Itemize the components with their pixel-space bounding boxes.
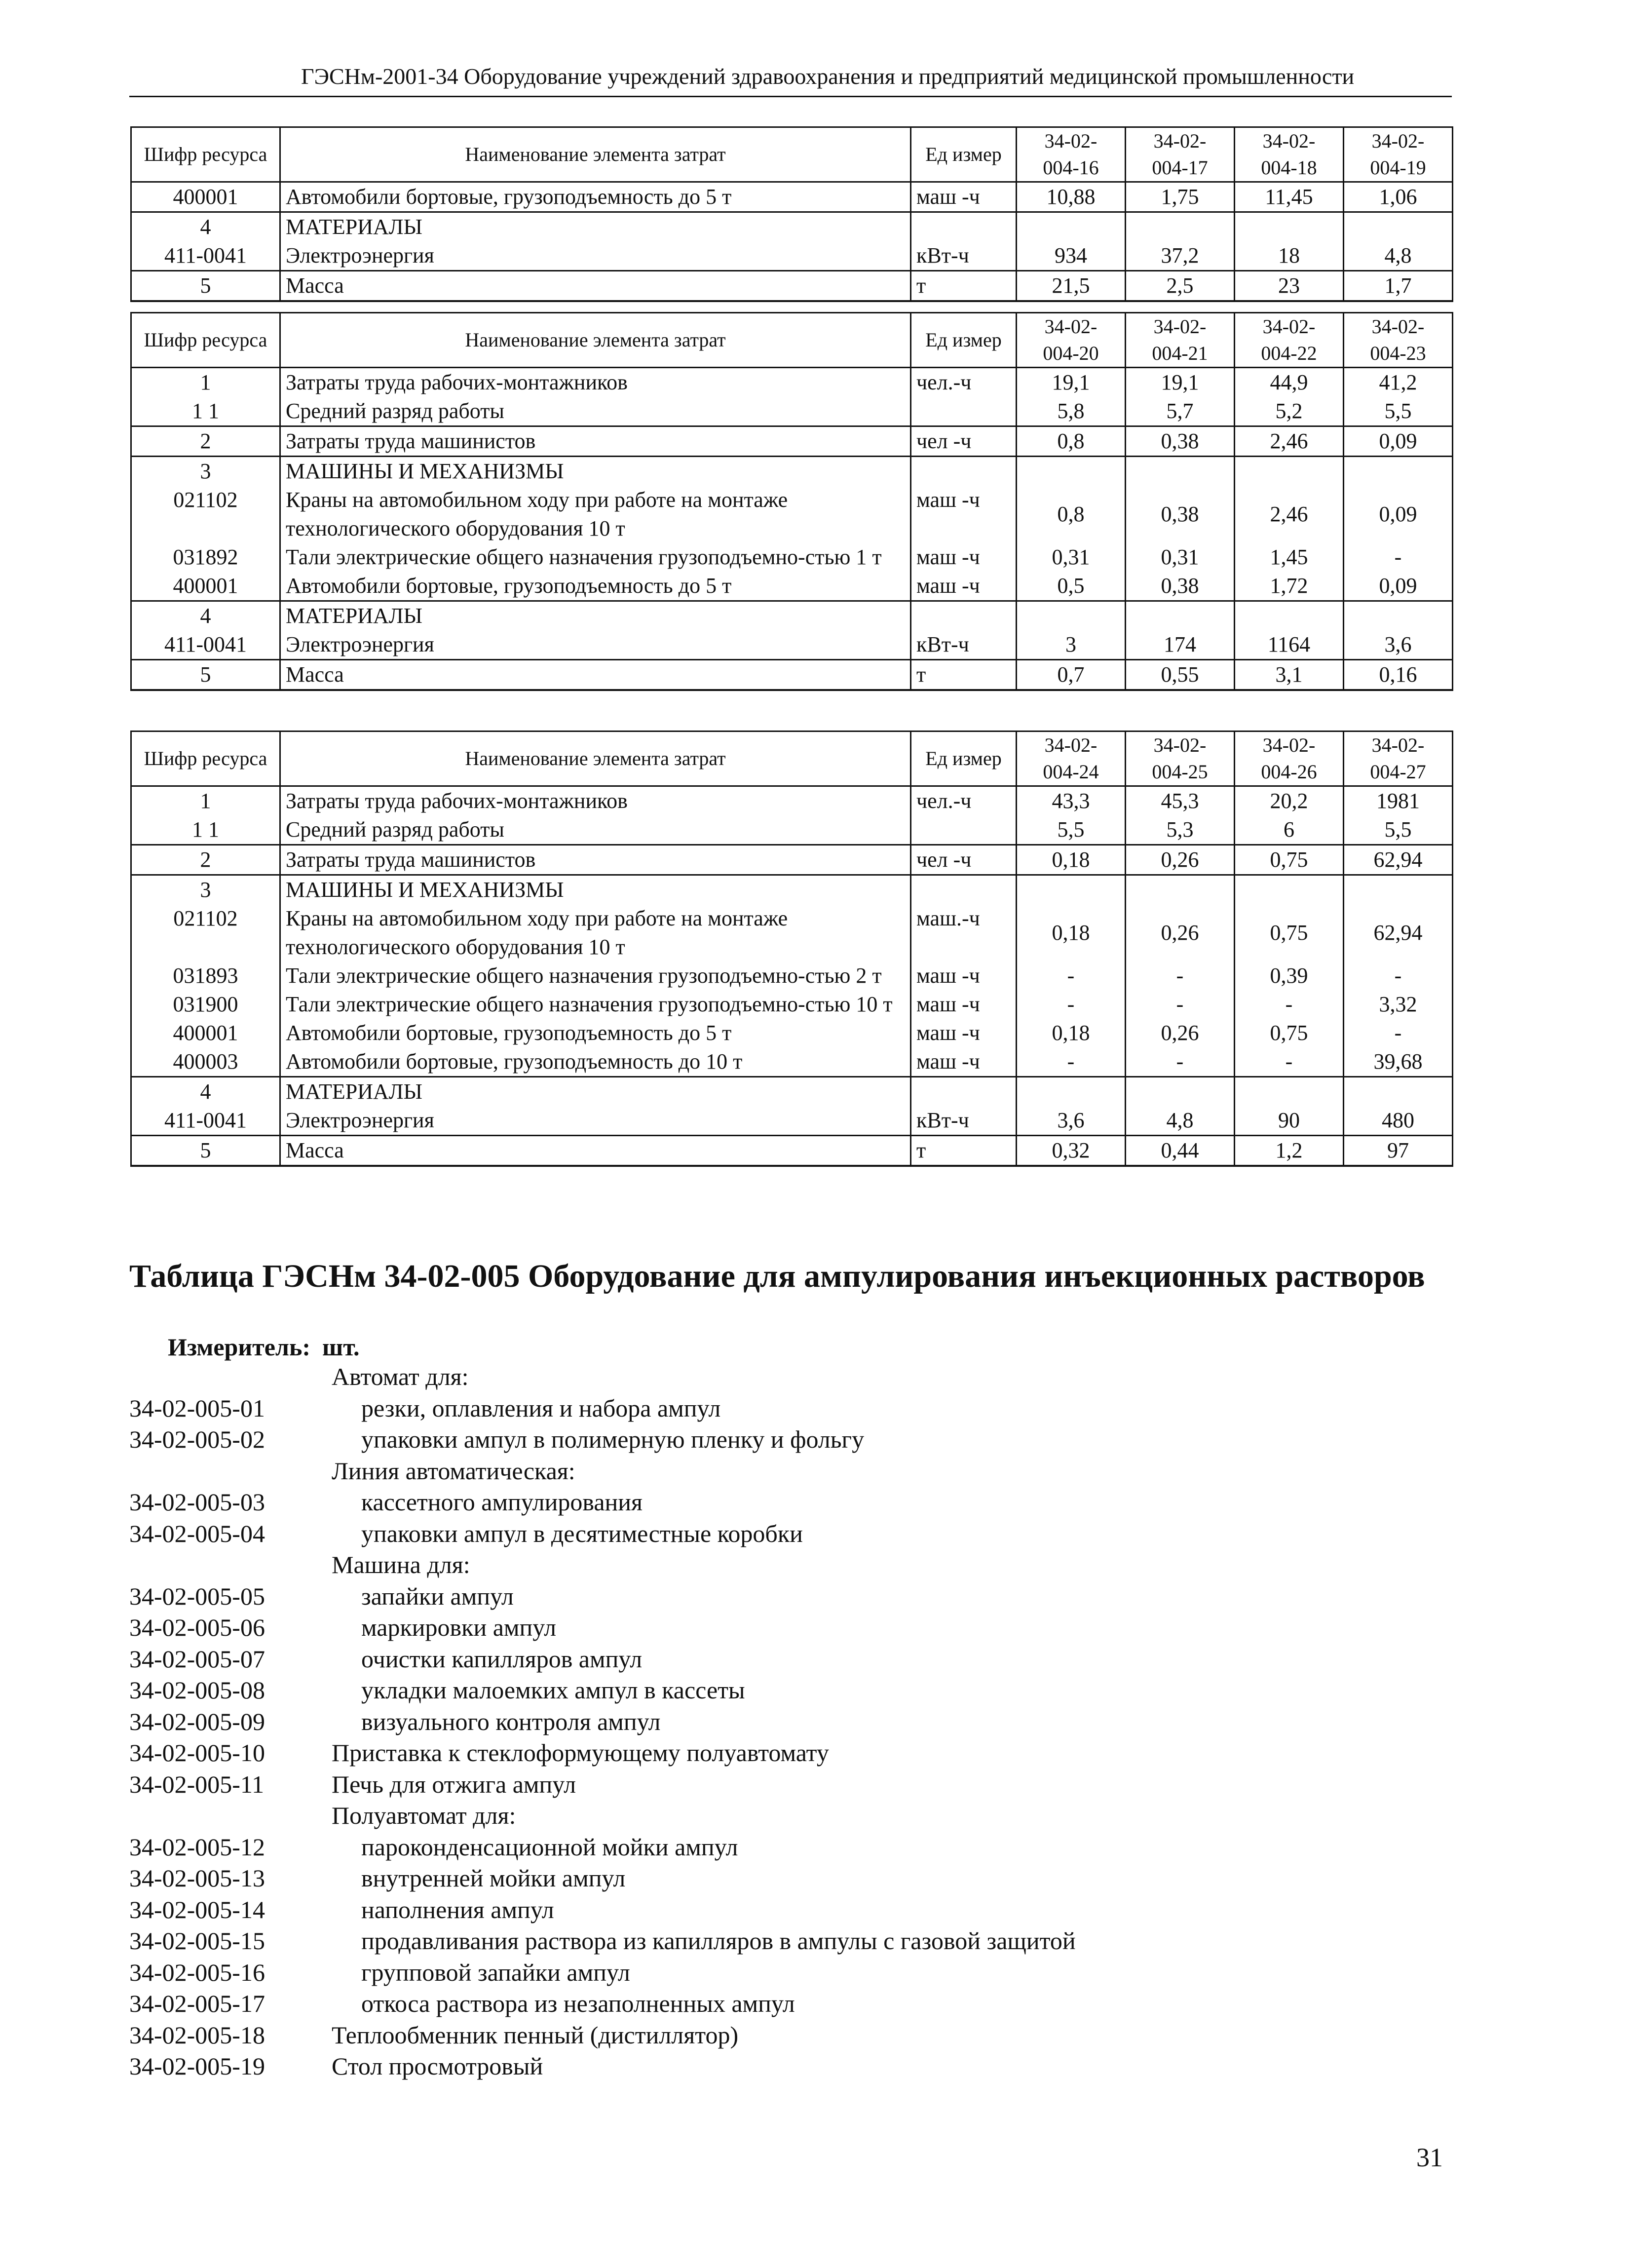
resource-value xyxy=(1344,601,1453,631)
table-row xyxy=(131,904,1453,961)
table-row xyxy=(131,1136,1453,1166)
table-row xyxy=(131,961,1453,990)
table-row xyxy=(131,875,1453,905)
resource-value xyxy=(1126,875,1235,905)
resource-code: 400001 xyxy=(131,182,280,212)
header-unit: Ед измер xyxy=(911,731,1017,786)
resource-name: Затраты труда машинистов xyxy=(280,845,911,875)
resource-value xyxy=(1344,212,1453,242)
item-text: Приставка к стеклоформующему полуавтомату xyxy=(332,1739,829,1767)
item-text: наполнения ампул xyxy=(361,1895,554,1923)
header-code: Шифр ресурса xyxy=(131,313,280,368)
resource-code: 400001 xyxy=(131,1019,280,1047)
resource-table-3 xyxy=(130,730,1453,1167)
resource-unit: маш -ч xyxy=(911,486,1017,543)
resource-value: 0,31 xyxy=(1017,543,1126,572)
resource-value xyxy=(1344,1077,1453,1107)
item-code: 34-02-005-18 xyxy=(129,2021,265,2049)
resource-name: Затраты труда машинистов xyxy=(280,426,911,457)
resource-value: - xyxy=(1017,1047,1126,1077)
resource-value: - xyxy=(1344,543,1453,572)
resource-code: 1 1 xyxy=(131,397,280,426)
resource-name: МАТЕРИАЛЫ xyxy=(280,1077,911,1107)
resource-value: 11,45 xyxy=(1235,182,1344,212)
resource-name: МАТЕРИАЛЫ xyxy=(280,212,911,242)
resource-unit: т xyxy=(911,271,1017,302)
item-text: групповой запайки ампул xyxy=(361,1958,630,1986)
resource-value: 0,09 xyxy=(1344,426,1453,457)
resource-value: 0,8 xyxy=(1017,486,1126,543)
resource-value: 480 xyxy=(1344,1106,1453,1136)
item-code: 34-02-005-09 xyxy=(129,1707,265,1735)
measure-label: Измеритель: xyxy=(168,1333,311,1361)
header-name: Наименование элемента затрат xyxy=(280,127,911,182)
resource-value: 1981 xyxy=(1344,786,1453,816)
header-rule xyxy=(129,96,1452,97)
resource-value: 2,46 xyxy=(1235,486,1344,543)
resource-name: Средний разряд работы xyxy=(280,815,911,845)
measure-value: шт. xyxy=(322,1333,360,1361)
table-row xyxy=(131,368,1453,397)
resource-name: Тали электрические общего назначения грузоподъемно-стью 2 т xyxy=(280,961,911,990)
item-text: продавливания раствора из капилляров в ампулы с газовой защитой xyxy=(361,1927,1076,1955)
resource-value: 1,75 xyxy=(1126,182,1235,212)
resource-value: 0,16 xyxy=(1344,660,1453,691)
table-row xyxy=(131,786,1453,816)
item-code: 34-02-005-02 xyxy=(129,1425,265,1453)
item-text: визуального контроля ампул xyxy=(361,1707,661,1735)
resource-unit: маш -ч xyxy=(911,1047,1017,1077)
resource-value: 0,7 xyxy=(1017,660,1126,691)
resource-value xyxy=(1235,601,1344,631)
resource-name: Масса xyxy=(280,1136,911,1166)
resource-value: 0,09 xyxy=(1344,486,1453,543)
resource-code: 4 xyxy=(131,601,280,631)
item-text: кассетного ампулирования xyxy=(361,1488,643,1516)
header-name: Наименование элемента затрат xyxy=(280,313,911,368)
resource-unit xyxy=(911,397,1017,426)
resource-code: 031892 xyxy=(131,543,280,572)
resource-value: 97 xyxy=(1344,1136,1453,1166)
resource-value: - xyxy=(1344,1019,1453,1047)
item-code: 34-02-005-07 xyxy=(129,1645,265,1673)
item-code: 34-02-005-04 xyxy=(129,1519,265,1547)
table-row xyxy=(131,1019,1453,1047)
resource-unit: т xyxy=(911,1136,1017,1166)
resource-value: - xyxy=(1126,990,1235,1019)
resource-unit: маш -ч xyxy=(911,990,1017,1019)
resource-value xyxy=(1126,601,1235,631)
table-row xyxy=(131,212,1453,242)
resource-value xyxy=(1126,457,1235,486)
resource-code: 2 xyxy=(131,845,280,875)
item-code: 34-02-005-11 xyxy=(129,1770,265,1798)
item-code: 34-02-005-14 xyxy=(129,1895,265,1923)
item-text: маркировки ампул xyxy=(361,1614,557,1641)
header-column-code: 34-02- 004-21 xyxy=(1126,313,1235,368)
resource-value: 174 xyxy=(1126,630,1235,660)
resource-value: - xyxy=(1017,990,1126,1019)
resource-unit: маш.-ч xyxy=(911,904,1017,961)
resource-value: 0,38 xyxy=(1126,486,1235,543)
resource-value: 0,5 xyxy=(1017,572,1126,601)
resource-code: 3 xyxy=(131,457,280,486)
resource-name: Масса xyxy=(280,271,911,302)
resource-code: 4 xyxy=(131,1077,280,1107)
resource-name: Тали электрические общего назначения грузоподъемно-стью 1 т xyxy=(280,543,911,572)
resource-code: 021102 xyxy=(131,486,280,543)
resource-value: 21,5 xyxy=(1017,271,1126,302)
resource-value: 20,2 xyxy=(1235,786,1344,816)
resource-value: 0,18 xyxy=(1017,845,1126,875)
resource-unit: маш -ч xyxy=(911,572,1017,601)
item-text: Стол просмотровый xyxy=(332,2052,543,2080)
resource-value: 1,7 xyxy=(1344,271,1453,302)
resource-value: 1,45 xyxy=(1235,543,1344,572)
resource-code: 5 xyxy=(131,1136,280,1166)
item-text: внутренней мойки ампул xyxy=(361,1864,626,1892)
table-row xyxy=(131,815,1453,845)
table-header-row xyxy=(131,127,1453,182)
resource-value: 0,39 xyxy=(1235,961,1344,990)
resource-name: Электроэнергия xyxy=(280,241,911,271)
resource-value: 37,2 xyxy=(1126,241,1235,271)
resource-code: 5 xyxy=(131,271,280,302)
resource-name: Краны на автомобильном ходу при работе на монтаже технологического оборудования 10 т xyxy=(280,486,911,543)
table-row xyxy=(131,486,1453,543)
resource-unit: кВт-ч xyxy=(911,1106,1017,1136)
resource-value: 2,5 xyxy=(1126,271,1235,302)
item-text: упаковки ампул в полимерную пленку и фольгу xyxy=(361,1425,865,1453)
resource-unit: кВт-ч xyxy=(911,241,1017,271)
resource-code: 1 xyxy=(131,368,280,397)
resource-unit: маш -ч xyxy=(911,1019,1017,1047)
resource-value xyxy=(1126,1077,1235,1107)
item-code: 34-02-005-12 xyxy=(129,1833,265,1861)
resource-code: 021102 xyxy=(131,904,280,961)
resource-value: 0,38 xyxy=(1126,572,1235,601)
header-column-code: 34-02- 004-27 xyxy=(1344,731,1453,786)
resource-name: МАШИНЫ И МЕХАНИЗМЫ xyxy=(280,457,911,486)
resource-name: Затраты труда рабочих-монтажников xyxy=(280,368,911,397)
table-row xyxy=(131,457,1453,486)
item-text: укладки малоемких ампул в кассеты xyxy=(361,1676,745,1704)
resource-value: 43,3 xyxy=(1017,786,1126,816)
resource-value: 0,18 xyxy=(1017,1019,1126,1047)
resource-value: 19,1 xyxy=(1126,368,1235,397)
table-row xyxy=(131,182,1453,212)
resource-value: 3,32 xyxy=(1344,990,1453,1019)
resource-value: 45,3 xyxy=(1126,786,1235,816)
resource-value xyxy=(1017,1077,1126,1107)
resource-unit: чел -ч xyxy=(911,845,1017,875)
resource-unit: кВт-ч xyxy=(911,630,1017,660)
header-code: Шифр ресурса xyxy=(131,127,280,182)
resource-value: 5,5 xyxy=(1344,815,1453,845)
resource-value: - xyxy=(1235,990,1344,1019)
resource-value: - xyxy=(1344,961,1453,990)
table-header-row xyxy=(131,313,1453,368)
resource-value: 0,31 xyxy=(1126,543,1235,572)
resource-value: 3,6 xyxy=(1344,630,1453,660)
resource-value: 5,7 xyxy=(1126,397,1235,426)
resource-value xyxy=(1344,875,1453,905)
item-code: 34-02-005-19 xyxy=(129,2052,265,2080)
resource-value: - xyxy=(1017,961,1126,990)
header-unit: Ед измер xyxy=(911,127,1017,182)
item-text: откоса раствора из незаполненных ампул xyxy=(361,1990,795,2017)
resource-value: 0,18 xyxy=(1017,904,1126,961)
item-text: Линия автоматическая: xyxy=(332,1457,575,1485)
resource-name: Средний разряд работы xyxy=(280,397,911,426)
item-code: 34-02-005-08 xyxy=(129,1676,265,1704)
resource-value: 6 xyxy=(1235,815,1344,845)
resource-name: Автомобили бортовые, грузоподъемность до 5 т xyxy=(280,182,911,212)
header-code: Шифр ресурса xyxy=(131,731,280,786)
resource-value xyxy=(1344,457,1453,486)
table-row xyxy=(131,397,1453,426)
resource-value: 0,38 xyxy=(1126,426,1235,457)
resource-value xyxy=(1017,457,1126,486)
resource-value: 44,9 xyxy=(1235,368,1344,397)
header-column-code: 34-02- 004-24 xyxy=(1017,731,1126,786)
resource-code: 400003 xyxy=(131,1047,280,1077)
resource-value: 1164 xyxy=(1235,630,1344,660)
resource-value xyxy=(1235,457,1344,486)
resource-value: 3,1 xyxy=(1235,660,1344,691)
resource-value xyxy=(1017,212,1126,242)
item-code: 34-02-005-17 xyxy=(129,1990,265,2017)
resource-code: 411-0041 xyxy=(131,630,280,660)
resource-name: Краны на автомобильном ходу при работе на монтаже технологического оборудования 10 т xyxy=(280,904,911,961)
measure-line xyxy=(168,1333,360,1361)
resource-value xyxy=(1235,212,1344,242)
header-column-code: 34-02- 004-25 xyxy=(1126,731,1235,786)
resource-value: 0,75 xyxy=(1235,904,1344,961)
item-text: Печь для отжига ампул xyxy=(332,1770,576,1798)
resource-name: Автомобили бортовые, грузоподъемность до 5 т xyxy=(280,1019,911,1047)
resource-code: 2 xyxy=(131,426,280,457)
resource-unit xyxy=(911,815,1017,845)
resource-value: 5,8 xyxy=(1017,397,1126,426)
item-text: пароконденсационной мойки ампул xyxy=(361,1833,738,1861)
resource-value: 1,2 xyxy=(1235,1136,1344,1166)
resource-code: 1 xyxy=(131,786,280,816)
resource-value: 5,2 xyxy=(1235,397,1344,426)
item-text: запайки ампул xyxy=(361,1582,514,1610)
resource-code: 4 xyxy=(131,212,280,242)
header-column-code: 34-02- 004-19 xyxy=(1344,127,1453,182)
resource-value: - xyxy=(1126,961,1235,990)
resource-unit: маш -ч xyxy=(911,961,1017,990)
resource-value: 0,8 xyxy=(1017,426,1126,457)
table-row xyxy=(131,1047,1453,1077)
item-code: 34-02-005-05 xyxy=(129,1582,265,1610)
resource-value xyxy=(1017,601,1126,631)
resource-name: Электроэнергия xyxy=(280,1106,911,1136)
item-code: 34-02-005-10 xyxy=(129,1739,265,1767)
resource-name: Масса xyxy=(280,660,911,691)
resource-unit xyxy=(911,1077,1017,1107)
resource-value: 4,8 xyxy=(1126,1106,1235,1136)
resource-value: 0,55 xyxy=(1126,660,1235,691)
resource-value: 5,3 xyxy=(1126,815,1235,845)
resource-value: 0,26 xyxy=(1126,845,1235,875)
resource-unit: маш -ч xyxy=(911,543,1017,572)
resource-value: 0,32 xyxy=(1017,1136,1126,1166)
item-code: 34-02-005-15 xyxy=(129,1927,265,1955)
resource-name: МАТЕРИАЛЫ xyxy=(280,601,911,631)
resource-value xyxy=(1235,1077,1344,1107)
resource-value: 0,26 xyxy=(1126,1019,1235,1047)
resource-code: 031900 xyxy=(131,990,280,1019)
header-column-code: 34-02- 004-20 xyxy=(1017,313,1126,368)
resource-code: 411-0041 xyxy=(131,1106,280,1136)
header-column-code: 34-02- 004-16 xyxy=(1017,127,1126,182)
resource-value: 39,68 xyxy=(1344,1047,1453,1077)
resource-table-1 xyxy=(130,126,1453,302)
resource-value: 18 xyxy=(1235,241,1344,271)
resource-value: 5,5 xyxy=(1344,397,1453,426)
table-row xyxy=(131,660,1453,691)
resource-unit: чел.-ч xyxy=(911,786,1017,816)
item-text: Машина для: xyxy=(332,1551,470,1578)
resource-unit xyxy=(911,212,1017,242)
resource-value: 0,75 xyxy=(1235,1019,1344,1047)
resource-name: Автомобили бортовые, грузоподъемность до 10 т xyxy=(280,1047,911,1077)
resource-name: Затраты труда рабочих-монтажников xyxy=(280,786,911,816)
resource-unit: маш -ч xyxy=(911,182,1017,212)
resource-value xyxy=(1126,212,1235,242)
table-row xyxy=(131,1077,1453,1107)
resource-value: 3,6 xyxy=(1017,1106,1126,1136)
table-row xyxy=(131,601,1453,631)
resource-unit xyxy=(911,601,1017,631)
table-row xyxy=(131,572,1453,601)
resource-value: 0,75 xyxy=(1235,845,1344,875)
header-name: Наименование элемента затрат xyxy=(280,731,911,786)
resource-value: 90 xyxy=(1235,1106,1344,1136)
item-text: очистки капилляров ампул xyxy=(361,1645,643,1673)
page-number: 31 xyxy=(1416,2143,1443,2172)
resource-value: 0,26 xyxy=(1126,904,1235,961)
resource-value: 3 xyxy=(1017,630,1126,660)
resource-name: Тали электрические общего назначения грузоподъемно-стью 10 т xyxy=(280,990,911,1019)
resource-value: 62,94 xyxy=(1344,845,1453,875)
resource-code: 411-0041 xyxy=(131,241,280,271)
resource-table-2 xyxy=(130,312,1453,691)
resource-value: 1,72 xyxy=(1235,572,1344,601)
table-row xyxy=(131,630,1453,660)
resource-value: 1,06 xyxy=(1344,182,1453,212)
resource-unit: чел -ч xyxy=(911,426,1017,457)
table-row xyxy=(131,241,1453,271)
header-column-code: 34-02- 004-17 xyxy=(1126,127,1235,182)
resource-name: МАШИНЫ И МЕХАНИЗМЫ xyxy=(280,875,911,905)
table-row xyxy=(131,271,1453,302)
resource-value: 2,46 xyxy=(1235,426,1344,457)
running-header: ГЭСНм-2001-34 Оборудование учреждений здравоохранения и предприятий медицинской промышленности xyxy=(301,64,1355,89)
resource-unit: чел.-ч xyxy=(911,368,1017,397)
resource-value: 10,88 xyxy=(1017,182,1126,212)
resource-code: 5 xyxy=(131,660,280,691)
resource-code: 031893 xyxy=(131,961,280,990)
table-row xyxy=(131,543,1453,572)
resource-value: 0,44 xyxy=(1126,1136,1235,1166)
resource-name: Автомобили бортовые, грузоподъемность до 5 т xyxy=(280,572,911,601)
item-code: 34-02-005-03 xyxy=(129,1488,265,1516)
table-row xyxy=(131,426,1453,457)
resource-value: 5,5 xyxy=(1017,815,1126,845)
resource-code: 1 1 xyxy=(131,815,280,845)
item-code: 34-02-005-16 xyxy=(129,1958,265,1986)
table-row xyxy=(131,990,1453,1019)
resource-unit xyxy=(911,457,1017,486)
resource-value: 19,1 xyxy=(1017,368,1126,397)
item-code: 34-02-005-06 xyxy=(129,1614,265,1641)
resource-code: 3 xyxy=(131,875,280,905)
resource-value: 23 xyxy=(1235,271,1344,302)
resource-unit: т xyxy=(911,660,1017,691)
header-column-code: 34-02- 004-26 xyxy=(1235,731,1344,786)
table-header-row xyxy=(131,731,1453,786)
header-column-code: 34-02- 004-18 xyxy=(1235,127,1344,182)
table-row xyxy=(131,1106,1453,1136)
item-text: Автомат для: xyxy=(332,1363,469,1390)
table-row xyxy=(131,845,1453,875)
resource-unit xyxy=(911,875,1017,905)
resource-name: Электроэнергия xyxy=(280,630,911,660)
resource-value: 62,94 xyxy=(1344,904,1453,961)
resource-value: - xyxy=(1235,1047,1344,1077)
item-code: 34-02-005-01 xyxy=(129,1394,265,1422)
resource-value xyxy=(1017,875,1126,905)
header-unit: Ед измер xyxy=(911,313,1017,368)
item-text: Полуавтомат для: xyxy=(332,1802,516,1829)
resource-value xyxy=(1235,875,1344,905)
item-text: резки, оплавления и набора ампул xyxy=(361,1394,721,1422)
resource-value: 4,8 xyxy=(1344,241,1453,271)
resource-value: 934 xyxy=(1017,241,1126,271)
item-text: упаковки ампул в десятиместные коробки xyxy=(361,1519,803,1547)
header-column-code: 34-02- 004-23 xyxy=(1344,313,1453,368)
resource-value: 41,2 xyxy=(1344,368,1453,397)
resource-code: 400001 xyxy=(131,572,280,601)
section-title: Таблица ГЭСНм 34-02-005 Оборудование для ампулирования инъекционных растворов xyxy=(129,1258,1425,1294)
resource-value: - xyxy=(1126,1047,1235,1077)
item-text: Теплообменник пенный (дистиллятор) xyxy=(332,2021,739,2049)
header-column-code: 34-02- 004-22 xyxy=(1235,313,1344,368)
resource-value: 0,09 xyxy=(1344,572,1453,601)
item-code: 34-02-005-13 xyxy=(129,1864,265,1892)
